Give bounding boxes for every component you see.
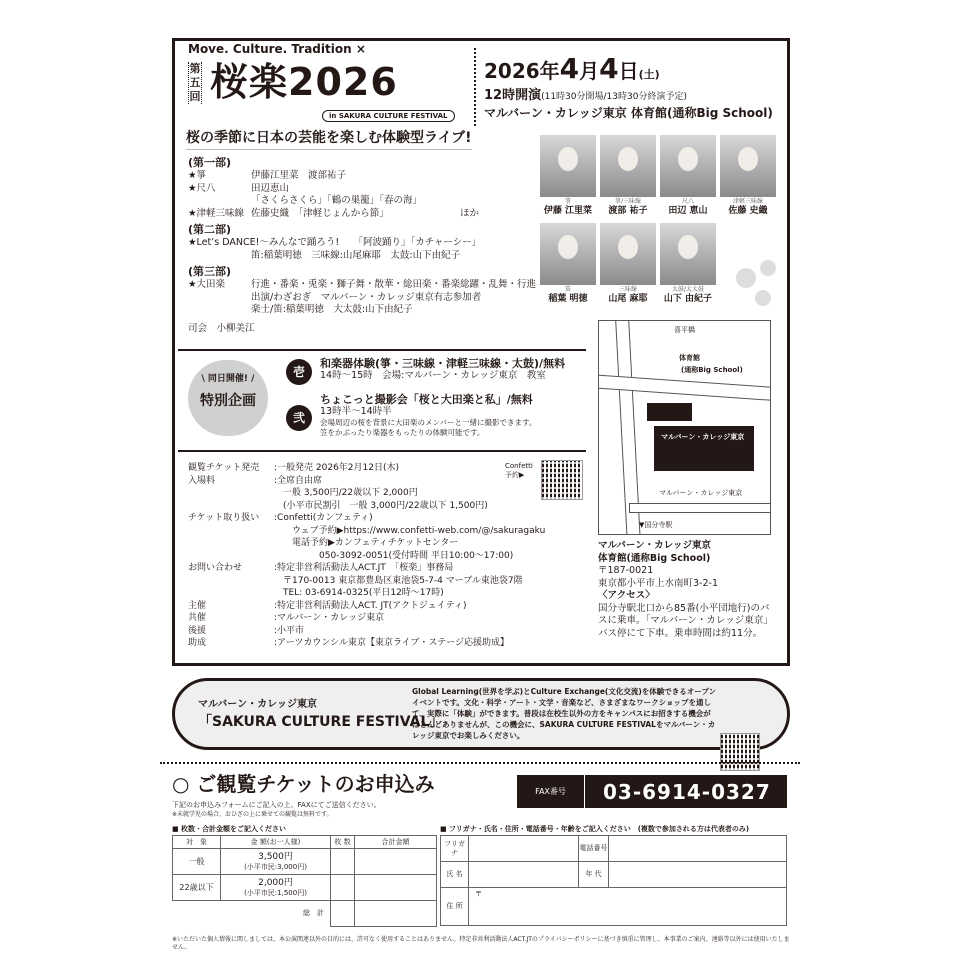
ticket-info-label: 後援	[188, 625, 207, 636]
event-title: ちょこっと撮影会「桜と大田楽と私」/無料	[320, 393, 533, 406]
total-label: 総 計	[303, 909, 324, 918]
fax-label: FAX番号	[517, 775, 585, 808]
ticket-info-label	[188, 550, 274, 563]
price: 3,500円	[258, 851, 293, 862]
total-quantity-input[interactable]	[331, 901, 355, 927]
ticket-info-row	[188, 537, 588, 550]
blossom-decoration	[755, 290, 771, 306]
ticket-info-value: 電話予約▶カンフェティチケットセンター	[274, 538, 459, 548]
festival-qr-code[interactable]	[720, 733, 760, 771]
program-detail: 佐藤史織 「津軽じょんから節」 ほか	[251, 207, 480, 219]
program-detail: 田辺恵山	[251, 182, 290, 194]
ticket-info-label	[188, 487, 274, 500]
field-label: フリガナ	[441, 836, 469, 862]
performer-photo	[600, 135, 656, 197]
performer-role: 箏/三味線	[614, 198, 642, 205]
col-header: 金 額(お一人様)	[221, 836, 331, 849]
venue-address: 東京都小平市上水南町3-2-1	[598, 577, 718, 589]
program-instrument: ★箏	[188, 170, 207, 181]
ticket-info-row	[188, 550, 588, 563]
table-row	[173, 875, 437, 901]
program-row	[188, 237, 538, 250]
ticket-info-value: :Confetti(カンフェティ)	[274, 513, 373, 523]
access-title: 〈アクセス〉	[598, 590, 655, 601]
badge-top-text: \ 同日開催! /	[201, 374, 255, 384]
target-cell: 一般	[173, 849, 221, 875]
venue-access	[598, 540, 778, 640]
ticket-info-row	[188, 612, 588, 625]
form-table-caption: ■ フリガナ・氏名・住所・電話番号・年齢をご記入ください (複数で参加される方は代表者のみ)	[440, 825, 750, 833]
ticket-info-label: 共催	[188, 613, 207, 623]
road	[629, 503, 771, 513]
performer-card	[660, 135, 716, 217]
discount-price: (小平市民:1,500円)	[244, 888, 307, 897]
venue-zip: 〒187-0021	[598, 565, 654, 576]
program-detail: 出演/わざおぎ マルバーン・カレッジ東京有志参加者	[251, 291, 482, 303]
program-instrument: ★Let’s DANCE!～みんなで踊ろう! 「阿波踊り」「カチャーシー」	[188, 237, 482, 248]
col-header: 枚 数	[331, 836, 355, 849]
applicant-form	[440, 835, 787, 926]
gym-building	[647, 403, 692, 421]
ticket-info-label: 主催	[188, 600, 207, 611]
performer-name: 佐藤 史織	[728, 206, 768, 216]
month-unit: 月	[579, 59, 600, 83]
edition-label: 第五回	[189, 62, 201, 103]
divider	[178, 349, 586, 351]
program-row	[188, 292, 538, 305]
performer-role: 三味線	[618, 286, 637, 293]
application-note: 下記のお申込みフォームにご記入の上、FAXにてご送信ください。	[172, 801, 381, 809]
performer-photo	[660, 135, 716, 197]
ticket-info-row	[188, 625, 588, 638]
program-instrument	[188, 304, 251, 317]
event-detail: 14時～15時 会場:マルバーン・カレッジ東京 教室	[320, 370, 546, 381]
ticket-info-label: お問い合わせ	[188, 563, 243, 573]
table-row	[173, 849, 437, 875]
address-input[interactable]	[469, 888, 787, 926]
program-detail: 楽士/笛:稲葉明徳 大太鼓:山下由紀子	[251, 304, 413, 315]
ticket-info-row	[188, 562, 588, 575]
performer-name: 山尾 麻耶	[608, 294, 648, 304]
application-note-small: ※未就学児の場合、おひざの上に乗せての観覧は無料です。	[172, 811, 333, 818]
performer-card	[600, 135, 656, 217]
ticket-info-row	[188, 525, 588, 538]
festival-title: 「SAKURA CULTURE FESTIVAL」	[198, 714, 444, 730]
program-row	[188, 304, 538, 317]
performer-name: 伊藤 江里菜	[543, 206, 593, 216]
festival-host: マルバーン・カレッジ東京	[198, 699, 317, 710]
event-venue: マルバーン・カレッジ東京 体育館(通称Big School)	[484, 106, 773, 120]
name-input[interactable]	[469, 862, 579, 888]
field-label: 電話番号	[579, 836, 609, 862]
quantity-input[interactable]	[331, 875, 355, 901]
date-year: 2026年	[484, 59, 560, 83]
ticket-info-value: :全席自由席	[274, 475, 323, 486]
furigana-input[interactable]	[469, 836, 579, 862]
ticket-info-value: :マルバーン・カレッジ東京	[274, 613, 385, 623]
divider	[178, 450, 586, 452]
col-header: 合計金額	[355, 836, 437, 849]
ticket-info-label	[188, 537, 274, 550]
total-amount-input[interactable]	[355, 901, 437, 927]
start-time: 12時開演	[484, 88, 542, 103]
qr-sublabel: 予約▶	[505, 471, 525, 479]
cut-line	[160, 762, 800, 764]
header-divider	[474, 48, 476, 126]
ticket-info-label	[188, 500, 274, 513]
program-detail: 「さくらさくら」「鶴の巣籠」「春の海」	[251, 195, 423, 206]
performer-role: 箏	[564, 198, 571, 205]
zip-mark: 〒	[475, 890, 482, 898]
performer-role: 笛	[564, 286, 571, 293]
mc-credit: 司会 小柳美江	[188, 322, 255, 334]
performer-card	[540, 223, 596, 305]
map-campus-label: マルバーン・カレッジ東京	[661, 433, 745, 441]
performer-name: 田辺 恵山	[668, 206, 708, 216]
performer-role: 太鼓/大太鼓	[671, 286, 705, 293]
program-section-title: (第二部)	[188, 223, 232, 236]
subtotal-input[interactable]	[355, 849, 437, 875]
program-row	[188, 170, 538, 183]
performer-role: 尺八	[681, 198, 694, 205]
ticket-info-value: :特定非営利活動法人ACT. JT(アクトジェイティ)	[274, 600, 467, 611]
program-row	[188, 195, 538, 208]
program-instrument: ★大田楽	[188, 279, 226, 290]
ticket-info-label: 助成	[188, 638, 207, 648]
confetti-qr-label	[505, 462, 533, 480]
ticket-info-value: ウェブ予約▶https://www.confetti-web.com/@/sakuragaku	[274, 525, 546, 536]
discount-price: (小平市民:3,000円)	[244, 862, 307, 871]
program-detail: 笛:稲葉明徳 三味線:山尾麻耶 太鼓:山下由紀子	[251, 249, 461, 261]
price: 2,000円	[258, 877, 293, 888]
ticket-info-row	[188, 637, 588, 650]
performer-photo	[660, 223, 716, 285]
performer-card	[720, 135, 776, 217]
ticket-info-label	[188, 587, 274, 600]
ticket-info-value: :特定非営利活動法人ACT.JT 「桜楽」事務局	[274, 563, 454, 573]
ticket-info-row	[188, 587, 588, 600]
performer-name: 渡部 祐子	[608, 206, 648, 216]
confetti-qr-code[interactable]	[541, 460, 583, 500]
event-number-mark: 壱	[286, 359, 312, 385]
venue-hall: 体育館(通称Big School)	[598, 552, 711, 564]
map-gym-label: 体育館	[679, 354, 700, 362]
col-header: 対 象	[173, 836, 221, 849]
ticket-info-value: (小平市民割引 一般 3,000円/22歳以下 1,500円)	[274, 500, 488, 511]
program-instrument: ★尺八	[188, 182, 216, 194]
ticket-info-label: 観覧チケット発売	[188, 463, 260, 473]
fax-number-box	[517, 775, 787, 808]
date-month: 4	[559, 52, 580, 85]
program-row	[188, 279, 538, 292]
ticket-info-label	[188, 575, 274, 588]
access-map	[598, 320, 771, 535]
ticket-info	[188, 462, 588, 650]
program-instrument	[188, 195, 251, 208]
weekday: (土)	[638, 68, 660, 81]
special-event-1	[286, 357, 565, 382]
map-gym-alias: (通称Big School)	[681, 366, 743, 374]
badge-main-text: 特別企画	[200, 393, 256, 409]
program-instrument	[188, 292, 251, 305]
field-label: 住 所	[441, 888, 469, 926]
program-instrument	[188, 250, 251, 263]
ticket-info-value: :アーツカウンシル東京【東京ライブ・ステージ応援助成】	[274, 638, 510, 648]
event-number-mark: 弐	[286, 405, 312, 431]
event-note: 会場周辺の桜を背景に大田楽のメンバーと一緒に撮影できます。	[320, 418, 537, 427]
target-cell: 22歳以下	[173, 875, 221, 901]
ticket-info-value: :一般発売 2026年2月12日(木)	[274, 463, 399, 473]
special-event-2	[286, 393, 536, 438]
ticket-info-row	[188, 500, 588, 513]
program-row	[188, 208, 538, 221]
access-text: 国分寺駅北口から85番(小平団地行)のバスに乗車。「マルバーン・カレッジ東京」バス停にて下車。乗車時間は約11分。	[598, 602, 773, 639]
date-day: 4	[599, 52, 619, 85]
application-title: ○ ご観覧チケットのお申込み	[172, 772, 435, 796]
ticket-info-label: 入場料	[188, 475, 216, 486]
special-event-badge	[188, 360, 268, 436]
event-detail: 13時半～14時半	[320, 406, 392, 417]
privacy-note: ※いただいた個人情報に関しましては、本公演関連以外の目的には、許可なく使用することはありません。特定非営利活動法人ACT.JTのプライバシーポリシーに基づき慎重に管理し、本事業のご案内、連絡等以外には使用いたしません。	[172, 936, 790, 951]
ticket-info-row	[188, 512, 588, 525]
price-table	[172, 835, 437, 927]
event-time	[484, 88, 687, 105]
ticket-info-value: 〒170-0013 東京都豊島区東池袋5-7-4 マーブル東池袋7階	[274, 575, 523, 586]
ticket-info-label	[188, 525, 274, 538]
program-section-title: (第一部)	[188, 156, 232, 169]
map-bridge-label: 喜平橋	[674, 326, 695, 334]
ticket-info-value: 050-3092-0051(受付時間 平日10:00～17:00)	[274, 550, 514, 561]
field-label: 年 代	[579, 862, 609, 888]
festival-description: Global Learning(世界を学ぶ)とCulture Exchange(文化交流)を体験できるオープンイベントです。文化・科学・アート・文学・音楽など、さまざまなワークショップを通して、実際に「体験」ができます。普段は在校生以外の方をキャンパスにお招きする機会がほとんどありませんが、この機会に、SAKURA CULTURE FESTIVALをマルバーン・カレッジ東京でお楽しみください。	[412, 687, 717, 740]
ticket-info-value: :小平市	[274, 625, 305, 636]
subtotal-input[interactable]	[355, 875, 437, 901]
performer-name: 稲葉 明徳	[548, 294, 588, 304]
performer-card	[540, 135, 596, 217]
performer-card	[600, 223, 656, 305]
performer-role: 津軽三味線	[732, 198, 763, 205]
map-bus-stop-label: マルバーン・カレッジ東京	[659, 489, 743, 497]
performer-name: 山下 由紀子	[663, 294, 713, 304]
tagline: Move. Culture. Tradition ×	[188, 42, 366, 56]
quantity-input[interactable]	[331, 849, 355, 875]
program-row	[188, 183, 538, 196]
performer-card	[660, 223, 716, 305]
ticket-info-value: 一般 3,500円/22歳以下 2,000円	[274, 488, 418, 498]
blossom-decoration	[736, 268, 756, 288]
performer-photo	[540, 135, 596, 197]
ticket-info-value: TEL: 03-6914-0325(平日12時～17時)	[274, 588, 444, 598]
event-title: 和楽器体験(箏・三味線・津軽三味線・太鼓)/無料	[320, 357, 566, 370]
performer-photo	[540, 223, 596, 285]
qr-label: Confetti	[505, 462, 533, 470]
map-station-label: ▼国分寺駅	[639, 521, 673, 529]
program-detail: 行進・番楽・兎楽・獅子舞・散華・総田楽・番楽総躍・乱舞・行進	[251, 279, 537, 290]
catchphrase: 桜の季節に日本の芸能を楽しむ体験型ライブ!	[186, 130, 472, 150]
program-section-title: (第三部)	[188, 265, 232, 278]
venue-name: マルバーン・カレッジ東京	[598, 540, 712, 551]
price-table-caption: ■ 枚数・合計金額をご記入ください	[172, 825, 287, 833]
age-input[interactable]	[609, 862, 787, 888]
ticket-info-row	[188, 487, 588, 500]
performer-photo	[720, 135, 776, 197]
blossom-decoration	[760, 260, 776, 276]
event-note: 笠をかぶったり楽器をもったりの体験可能です。	[320, 428, 485, 437]
ticket-info-label: チケット取り扱い	[188, 513, 260, 523]
ticket-info-row	[188, 575, 588, 588]
phone-input[interactable]	[609, 836, 787, 862]
time-note: (11時30分開場/13時30分終演予定)	[541, 92, 687, 102]
program-instrument: ★津軽三味線	[188, 207, 245, 219]
field-label: 氏 名	[441, 862, 469, 888]
program	[188, 153, 538, 335]
fax-number: 03-6914-0327	[603, 779, 771, 804]
logo-subtitle: in SAKURA CULTURE FESTIVAL	[322, 110, 455, 122]
performer-photo	[600, 223, 656, 285]
day-unit: 日	[618, 59, 639, 83]
event-date	[484, 54, 660, 90]
program-detail: 伊藤江里菜 渡部祐子	[251, 170, 347, 181]
ticket-info-row	[188, 600, 588, 613]
event-logo: 桜楽2026	[210, 60, 398, 104]
program-row	[188, 250, 538, 263]
